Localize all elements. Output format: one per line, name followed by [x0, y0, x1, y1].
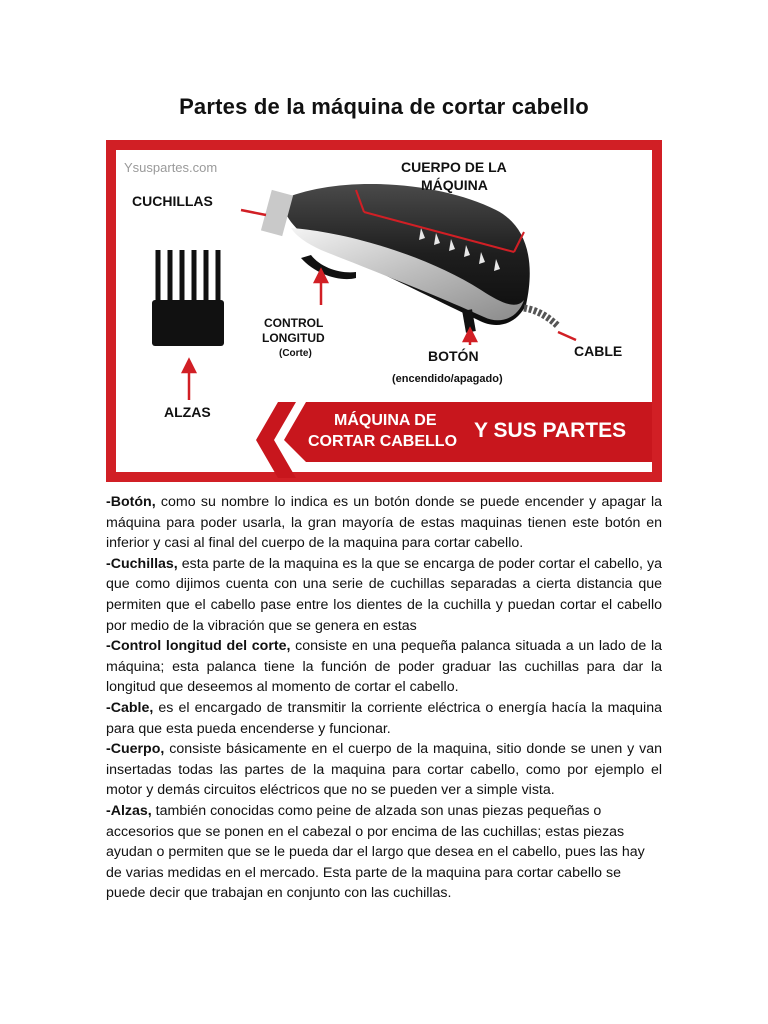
term-cuchillas: -Cuchillas, [106, 555, 178, 572]
watermark-text: Ysuspartes.com [124, 160, 218, 175]
term-alzas: -Alzas, [106, 802, 152, 819]
description-text [106, 492, 662, 904]
term-cable: -Cable, [106, 699, 154, 716]
label-control-line3: (Corte) [279, 348, 312, 359]
text-control: consiste en una pequeña palanca situada a un lado de la máquina; esta palanca tiene la función de poder graduar las cuchillas para dar la longitud que deseemos al momento de cortar el cabello. [106, 638, 662, 696]
text-cable: es el encargado de transmitir la corriente eléctrica o energía hacía la maquina para que esta pueda encenderse y funcionar. [106, 699, 662, 737]
label-cuerpo-line1: CUERPO DE LA [401, 159, 507, 175]
paragraph-boton [106, 492, 662, 554]
paragraph-cuchillas [106, 554, 662, 636]
term-boton: -Botón, [106, 494, 156, 510]
label-control-line1: CONTROL [264, 316, 324, 330]
banner-line1: MÁQUINA DE [334, 412, 437, 429]
label-cable: CABLE [574, 343, 623, 359]
label-cuchillas: CUCHILLAS [132, 193, 213, 209]
text-cuerpo: consiste básicamente en el cuerpo de la maquina, sitio donde se unen y van insertadas todas las partes de la maquina para cortar cabello, como por ejemplo el motor y demás circuitos eléctricos que no se pueden ver a simple vista. [106, 741, 662, 799]
label-alzas: ALZAS [164, 404, 211, 420]
text-alzas: también conocidas como peine de alzada son unas piezas pequeñas o accesorios que se ponen en el cabezal o por encima de las cuchillas; estas piezas ayudan o permiten que se le pueda dar el largo que desea en el cabello, pues las hay de varias medidas en el mercado. Esta parte de la maquina para cortar cabello se puede decir que trabajan en conjunto con las cuchillas. [106, 802, 645, 902]
banner-suffix: Y SUS PARTES [474, 419, 627, 442]
term-cuerpo: -Cuerpo, [106, 741, 165, 758]
label-cuerpo-line2: MÁQUINA [421, 177, 488, 193]
paragraph-control [106, 636, 662, 698]
banner-line2: CORTAR CABELLO [308, 433, 458, 450]
label-boton: BOTÓN [428, 348, 479, 364]
term-control: -Control longitud del corte, [106, 638, 291, 655]
hair-clipper-diagram [106, 140, 662, 482]
label-boton-sub: (encendido/apagado) [392, 373, 503, 385]
paragraph-alzas [106, 801, 662, 904]
label-control-line2: LONGITUD [262, 331, 325, 345]
paragraph-cable [106, 698, 662, 739]
text-cuchillas: esta parte de la maquina es la que se encarga de poder cortar el cabello, ya que como dijimos cuenta con una serie de cuchillas separadas a cierta distancia que permiten que el cabello pase entre los dientes de la cuchilla y puedan cortar el cabello por medio de la vibración que se genera en estas [106, 555, 662, 634]
page-title: Partes de la máquina de cortar cabello [179, 94, 589, 119]
text-boton: como su nombre lo indica es un botón donde se puede encender y apagar la máquina para poder usarla, la gran mayoría de estas maquinas tienen este botón en inferior y casi al final del cuerpo de la maquina para cortar cabello. [106, 494, 662, 552]
paragraph-cuerpo [106, 739, 662, 801]
